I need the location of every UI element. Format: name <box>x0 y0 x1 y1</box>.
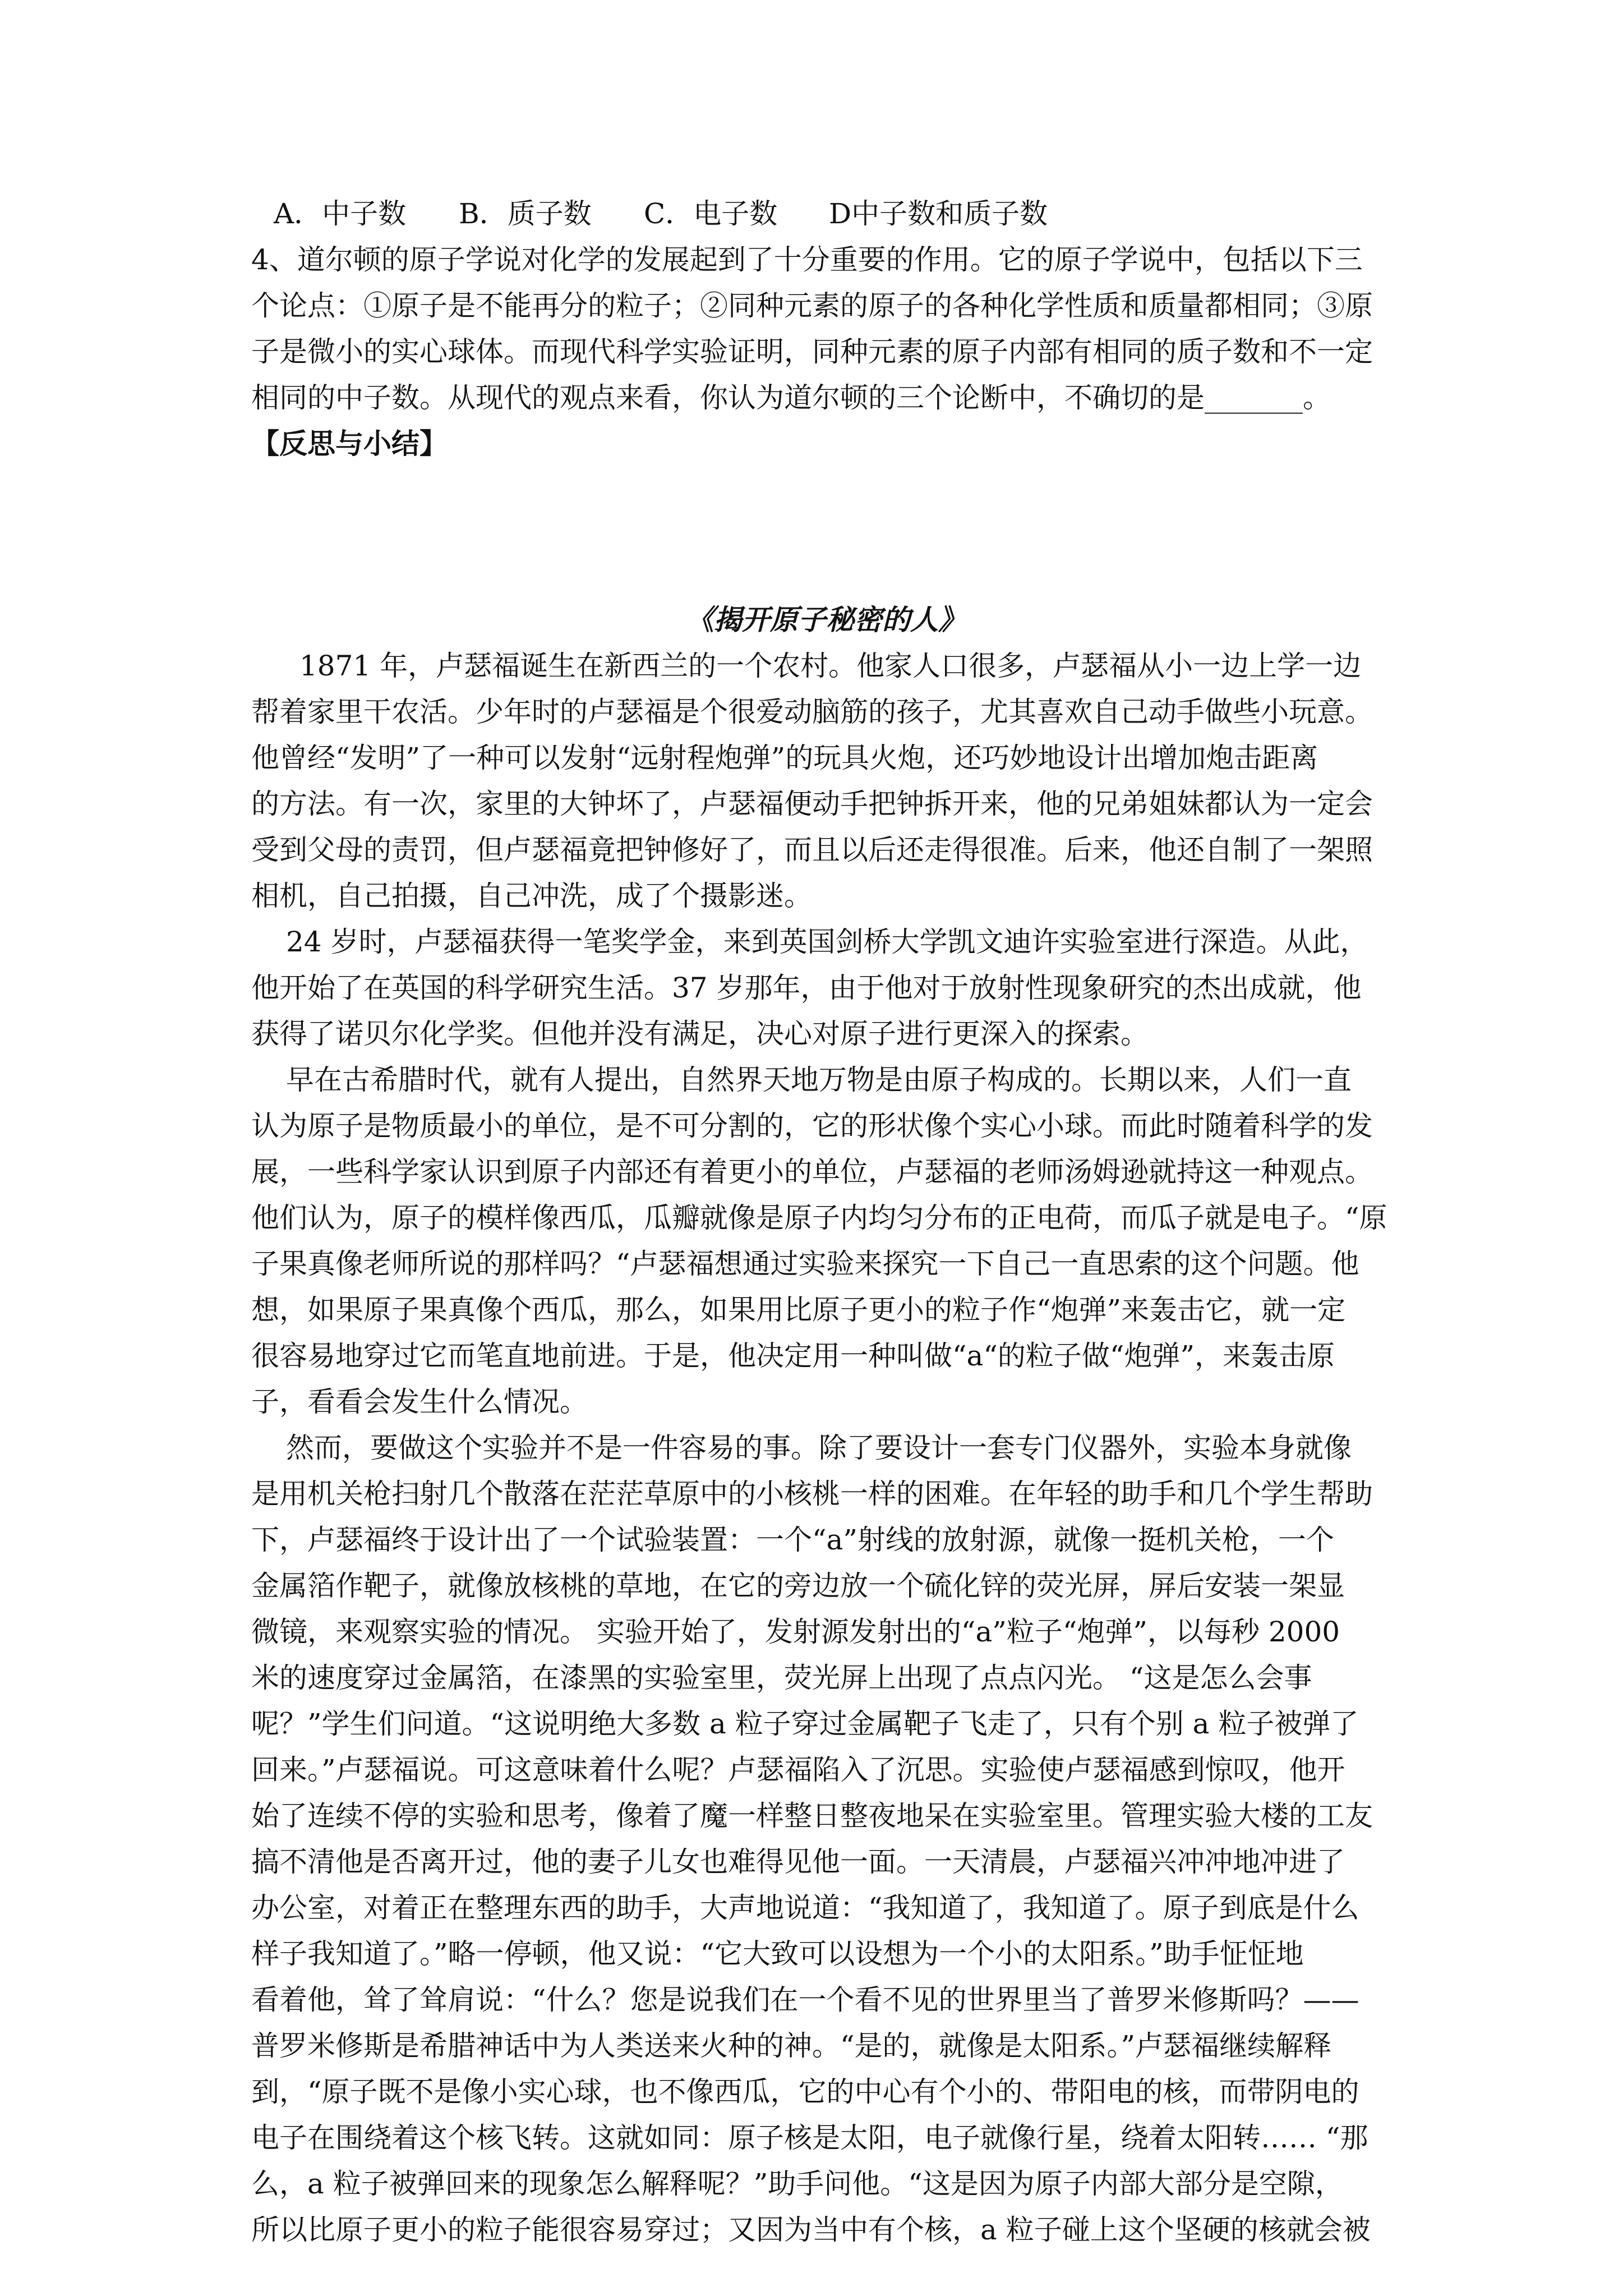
paragraph-line: 认为原子是物质最小的单位，是不可分割的，它的形状像个实心小球。而此时随着科学的发 <box>251 1110 1373 1142</box>
paragraph-line: 子，看看会发生什么情况。 <box>251 1386 588 1418</box>
paragraph-line: 1871 年，卢瑟福诞生在新西兰的一个农村。他家人口很多，卢瑟福从小一边上学一边 <box>299 650 1362 682</box>
paragraph-line: 他开始了在英国的科学研究生活。37 岁那年，由于他对于放射性现象研究的杰出成就，他 <box>251 972 1362 1004</box>
question4-line: 子是微小的实心球体。而现代科学实验证明，同种元素的原子内部有相同的质子数和不一定 <box>251 335 1373 368</box>
paragraph-line: 金属箔作靶子，就像放核桃的草地，在它的旁边放一个硫化锌的荧光屏，屏后安装一架显 <box>251 1570 1345 1602</box>
paragraph-line: 到，“原子既不是像小实心球，也不像西瓜，它的中心有个小的、带阳电的核，而带阴电的 <box>251 2076 1359 2108</box>
question4-line: 4、道尔顿的原子学说对化学的发展起到了十分重要的作用。它的原子学说中，包括以下三 <box>251 243 1363 276</box>
article-paragraph-4 <box>251 1425 1401 2253</box>
question3-options <box>274 191 1401 237</box>
article-title: 《揭开原子秘密的人》 <box>686 604 966 636</box>
paragraph-line: 想，如果原子果真像个西瓜，那么，如果用比原子更小的粒子作“炮弹”来轰击它，就一定 <box>251 1294 1346 1326</box>
paragraph-line: 然而，要做这个实验并不是一件容易的事。除了要设计一套专门仪器外，实验本身就像 <box>286 1432 1352 1464</box>
paragraph-line: 微镜，来观察实验的情况。 实验开始了，发射源发射出的“a”粒子“炮弹”，以每秒 2000 <box>251 1616 1340 1648</box>
paragraph-line: 早在古希腊时代，就有人提出，自然界天地万物是由原子构成的。长期以来，人们一直 <box>286 1064 1352 1096</box>
paragraph-line: 办公室，对着正在整理东西的助手，大声地说道：“我知道了，我知道了。原子到底是什么 <box>251 1892 1359 1924</box>
paragraph-line: 么，a 粒子被弹回来的现象怎么解释呢？”助手问他。“这是因为原子内部大部分是空隙， <box>251 2168 1343 2200</box>
question4-line: 个论点：①原子是不能再分的粒子；②同种元素的原子的各种化学性质和质量都相同；③原 <box>251 289 1373 322</box>
paragraph-line: 下，卢瑟福终于设计出了一个试验装置：一个“a”射线的放射源，就像一挺机关枪，一个 <box>251 1524 1334 1556</box>
option-a: A．中子数 <box>274 197 407 230</box>
question4-line: 相同的中子数。从现代的观点来看，你认为道尔顿的三个论断中，不确切的是_______。 <box>251 381 1331 414</box>
article-paragraph-3 <box>251 1057 1401 1425</box>
paragraph-line: 是用机关枪扫射几个散落在茫茫草原中的小核桃一样的困难。在年轻的助手和几个学生帮助 <box>251 1478 1373 1510</box>
paragraph-line: 很容易地穿过它而笔直地前进。于是，他决定用一种叫做“a“的粒子做“炮弹”，来轰击原 <box>251 1340 1335 1372</box>
paragraph-line: 搞不清他是否离开过，他的妻子儿女也难得见他一面。一天清晨，卢瑟福兴冲冲地冲进了 <box>251 1846 1345 1878</box>
paragraph-line: 获得了诺贝尔化学奖。但他并没有满足，决心对原子进行更深入的探索。 <box>251 1018 1149 1050</box>
option-c: C．电子数 <box>644 197 778 230</box>
paragraph-line: 米的速度穿过金属箔，在漆黑的实验室里，荧光屏上出现了点点闪光。 “这是怎么会事 <box>251 1662 1312 1694</box>
article-paragraph-2 <box>251 919 1401 1057</box>
paragraph-line: 回来。”卢瑟福说。可这意味着什么呢？卢瑟福陷入了沉思。实验使卢瑟福感到惊叹，他开 <box>251 1754 1345 1786</box>
paragraph-line: 看着他，耸了耸肩说：“什么？您是说我们在一个看不见的世界里当了普罗米修斯吗？—— <box>251 1984 1359 2016</box>
paragraph-line: 展，一些科学家认识到原子内部还有着更小的单位，卢瑟福的老师汤姆逊就持这一种观点。 <box>251 1156 1373 1188</box>
paragraph-line: 帮着家里干农活。少年时的卢瑟福是个很爱动脑筋的孩子，尤其喜欢自己动手做些小玩意。 <box>251 696 1373 728</box>
article-paragraph-1 <box>251 643 1401 919</box>
paragraph-line: 样子我知道了。”略一停顿，他又说：“它大致可以设想为一个小的太阳系。”助手怔怔地 <box>251 1938 1304 1970</box>
paragraph-line: 普罗米修斯是希腊神话中为人类送来火种的神。“是的，就像是太阳系。”卢瑟福继续解释 <box>251 2030 1332 2062</box>
question4 <box>251 237 1401 421</box>
paragraph-line: 电子在围绕着这个核飞转。这就如同：原子核是太阳，电子就像行星，绕着太阳转…… “那 <box>251 2122 1368 2154</box>
paragraph-line: 24 岁时，卢瑟福获得一笔奖学金，来到英国剑桥大学凯文迪许实验室进行深造。从此， <box>286 926 1368 958</box>
paragraph-line: 始了连续不停的实验和思考，像着了魔一样整日整夜地呆在实验室里。管理实验大楼的工友 <box>251 1800 1373 1832</box>
option-b: B．质子数 <box>459 197 592 230</box>
paragraph-line: 他曾经“发明”了一种可以发射“远射程炮弹”的玩具火炮，还巧妙地设计出增加炮击距离 <box>251 742 1318 774</box>
paragraph-line: 所以比原子更小的粒子能很容易穿过；又因为当中有个核，a 粒子碰上这个坚硬的核就会被 <box>251 2214 1371 2246</box>
paragraph-line: 相机，自己拍摄，自己冲洗，成了个摄影迷。 <box>251 880 812 912</box>
option-d: D中子数和质子数 <box>829 197 1048 230</box>
document-page <box>251 191 1401 2253</box>
paragraph-line: 的方法。有一次，家里的大钟坏了，卢瑟福便动手把钟拆开来，他的兄弟姐妹都认为一定会 <box>251 788 1373 820</box>
paragraph-line: 受到父母的责罚，但卢瑟福竟把钟修好了，而且以后还走得很准。后来，他还自制了一架照 <box>251 834 1373 866</box>
paragraph-line: 子果真像老师所说的那样吗？“卢瑟福想通过实验来探究一下自己一直思索的这个问题。他 <box>251 1248 1359 1280</box>
paragraph-line: 呢？”学生们问道。“这说明绝大多数 a 粒子穿过金属靶子飞走了，只有个别 a 粒子被弹了 <box>251 1708 1359 1740</box>
paragraph-line: 他们认为，原子的模样像西瓜，瓜瓣就像是原子内均匀分布的正电荷，而瓜子就是电子。“原 <box>251 1202 1387 1234</box>
reflection-heading: 【反思与小结】 <box>251 427 448 460</box>
